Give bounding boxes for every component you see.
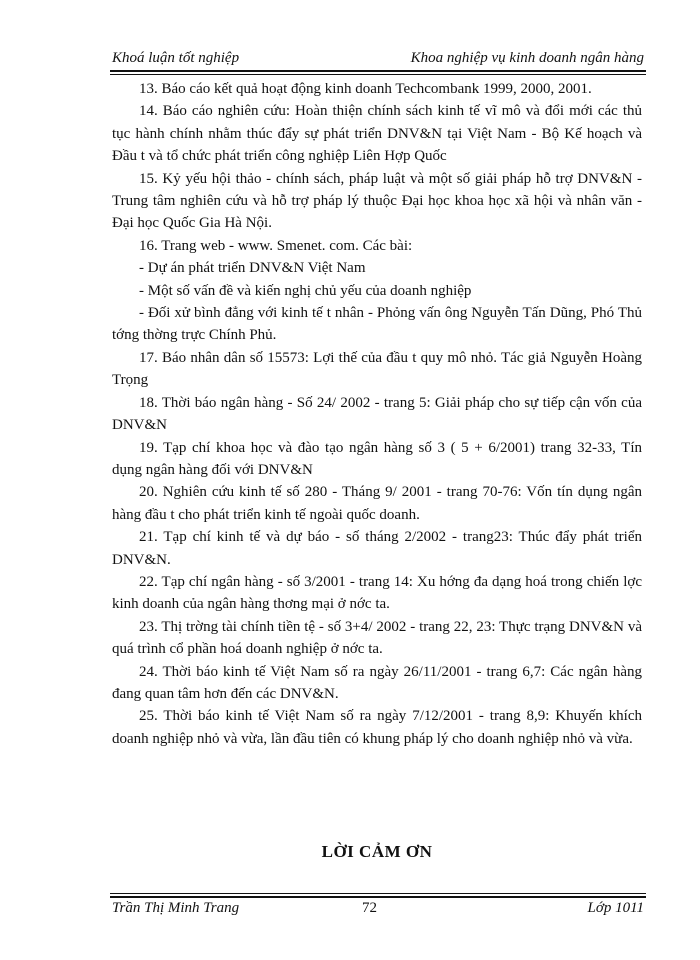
reference-item: 22. Tạp chí ngân hàng - số 3/2001 - trang 14: Xu hớng đa dạng hoá trong chiến lợc kinh doanh của ngân hàng thơng mại ở nớc ta. xyxy=(112,573,642,613)
reference-item: 16. Trang web - www. Smenet. com. Các bài: xyxy=(139,237,413,254)
footer-rule xyxy=(110,893,646,898)
reference-subitem: - Dự án phát triển DNV&N Việt Nam xyxy=(139,260,366,277)
header-rule xyxy=(110,70,646,75)
reference-item: 15. Kỷ yếu hội thảo - chính sách, pháp luật và một số giải pháp hỗ trợ DNV&N - Trung tâm nghiên cứu và hỗ trợ pháp lý thuộc Đại học khoa học xã hội và nhân văn - Đại học Quốc Gia Hà Nội. xyxy=(112,170,642,232)
header-thesis-label: Khoá luận tốt nghiệp xyxy=(112,50,240,66)
footer-author: Trần Thị Minh Trang xyxy=(112,900,240,916)
reference-item: 21. Tạp chí kinh tế và dự báo - số tháng 2/2002 - trang23: Thúc đẩy phát triển DNV&N. xyxy=(112,529,642,568)
reference-subitem: - Một số vấn đề và kiến nghị chủ yếu của doanh nghiệp xyxy=(139,282,472,299)
footer-class: Lớp 1011 xyxy=(587,900,644,916)
reference-item: 20. Nghiên cứu kinh tế số 280 - Tháng 9/ 2001 - trang 70-76: Vốn tín dụng ngân hàng đầu t cho phát triển kinh tế ngoài quốc doanh. xyxy=(112,484,642,523)
reference-item: 17. Báo nhân dân số 15573: Lợi thế của đầu t quy mô nhỏ. Tác giả Nguyễn Hoàng Trọng xyxy=(112,349,642,389)
reference-item: 23. Thị trờng tài chính tiền tệ - số 3+4/ 2002 - trang 22, 23: Thực trạng DNV&N và quá trình cổ phần hoá doanh nghiệp ở nớc ta. xyxy=(112,618,642,658)
reference-item: 24. Thời báo kinh tế Việt Nam số ra ngày 26/11/2001 - trang 6,7: Các ngân hàng đang quan tâm hơn đến các DNV&N. xyxy=(112,663,642,702)
reference-item: 19. Tạp chí khoa học và đào tạo ngân hàng số 3 ( 5 + 6/2001) trang 32-33, Tín dụng ngân hàng đối với DNV&N xyxy=(112,439,642,478)
reference-item: 13. Báo cáo kết quả hoạt động kinh doanh Techcombank 1999, 2000, 2001. xyxy=(139,81,592,97)
reference-item: 14. Báo cáo nghiên cứu: Hoàn thiện chính sách kinh tế vĩ mô và đổi mới các thủ tục hành chính nhằm thúc đẩy sự phát triển DNV&N tại Việt Nam - Bộ Kế hoạch và Đầu t và tổ chức phát triển công nghiệp Liên Hợp Quốc xyxy=(112,103,642,165)
footer-page-number: 72 xyxy=(362,900,377,916)
header-faculty-label: Khoa nghiệp vụ kinh doanh ngân hàng xyxy=(410,50,644,66)
page-footer xyxy=(112,900,644,922)
page-header xyxy=(112,50,644,72)
reference-item: 18. Thời báo ngân hàng - Số 24/ 2002 - trang 5: Giải pháp cho sự tiếp cận vốn của DNV&N xyxy=(112,394,642,434)
reference-subitem: - Đối xử bình đẳng với kinh tế t nhân - Phỏng vấn ông Nguyễn Tấn Dũng, Phó Thủ tớng thờng trực Chính Phủ. xyxy=(112,305,642,344)
reference-item: 25. Thời báo kinh tế Việt Nam số ra ngày 7/12/2001 - trang 8,9: Khuyến khích doanh nghiệp nhỏ và vừa, lần đầu tiên có khung pháp lý cho doanh nghiệp nhỏ và vừa. xyxy=(112,708,642,747)
reference-list xyxy=(112,78,642,750)
section-title: LỜI CẢM ƠN xyxy=(321,842,433,861)
